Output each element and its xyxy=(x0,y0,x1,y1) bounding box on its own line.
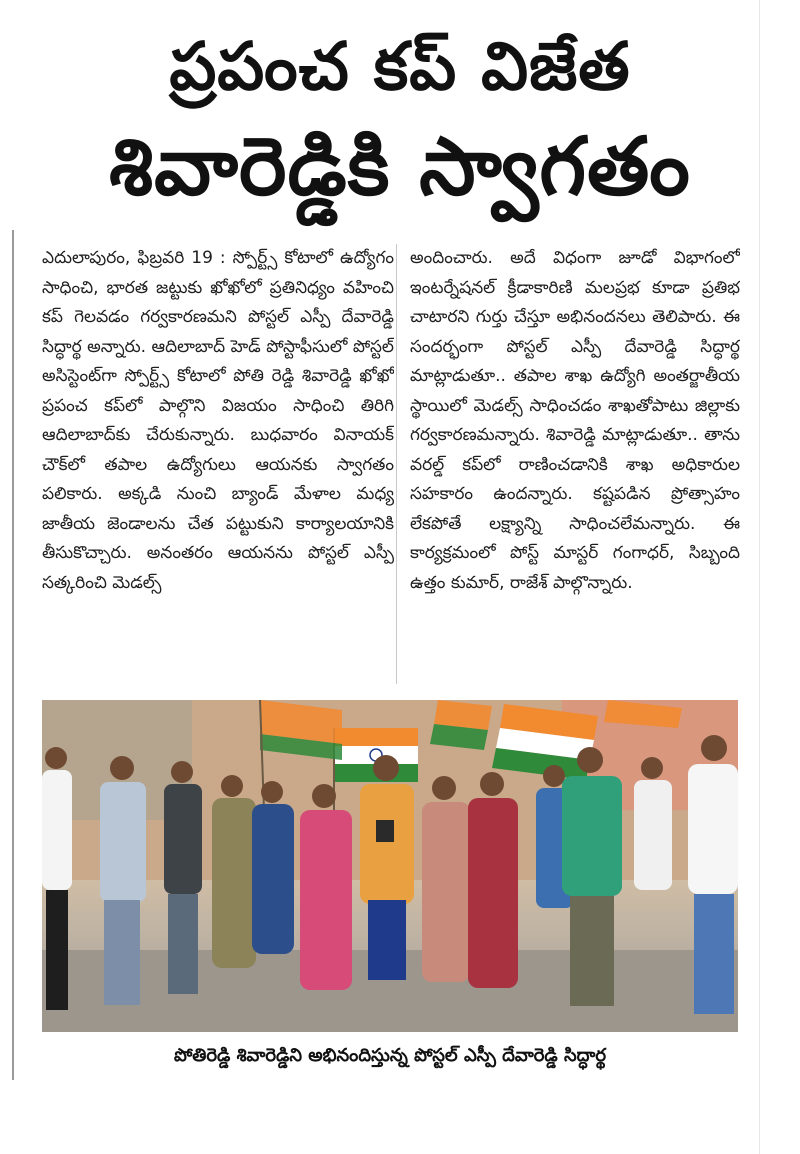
news-photo xyxy=(42,700,738,1032)
page-border xyxy=(12,230,14,1080)
person-13 xyxy=(688,735,738,1014)
person-1 xyxy=(42,747,72,1010)
headline-line-2: శివారెడ్డికి స్వాగతం xyxy=(109,120,691,213)
person-2 xyxy=(100,756,146,1005)
photo-caption: పోతిరెడ్డి శివారెడ్డిని అభినందిస్తున్న పోస్టల్ ఎస్పీ దేవారెడ్డి సిద్ధార్థ xyxy=(173,1045,607,1066)
person-4 xyxy=(212,775,256,968)
article-column-right: అందించారు. అదే విధంగా జూడో విభాగంలో ఇంటర్నేషనల్ క్రీడాకారిణి మలప్రభ కూడా ప్రతిభ చాటారని గుర్తు చేస్తూ అభినందనలు తెలిపారు. ఈ సందర్భంగా పోస్టల్ ఎస్పీ దేవారెడ్డి సిద్ధార్థ మాట్లాడుతూ.. తపాల శాఖ ఉద్యోగి అంతర్జాతీయ స్థాయిలో మెడల్స్ సాధించడం శాఖతోపాటు జిల్లాకు గర్వకారణమన్నారు. శివారెడ్డి మాట్లాడుతూ.. తాను వరల్డ్ కప్‌లో రాణించడానికి శాఖ అధికారుల సహకారం ఉందన్నారు. కష్టపడిన ప్రోత్సాహం లేకపోతే లక్ష్యాన్ని సాధించలేమన్నారు. ఈ కార్యక్రమంలో పోస్ట్ మాస్టర్ గంగాధర్, సిబ్బంది ఉత్తం కుమార్, రాజేశ్ పాల్గొన్నారు. xyxy=(410,248,740,593)
headline-line-1: ప్రపంచ కప్ విజేత xyxy=(169,28,631,105)
person-3 xyxy=(164,761,202,994)
person-8 xyxy=(422,776,470,982)
article-column-left: ఎదులాపురం, ఫిబ్రవరి 19 : స్పోర్ట్స్ కోటాలో ఉద్యోగం సాధించి, భారత జట్టుకు ఖోఖోలో ప్రతినిధ్యం వహించి కప్ గెలవడం గర్వకారణమని పోస్టల్ ఎస్పీ దేవారెడ్డి సిద్ధార్థ అన్నారు. ఆదిలాబాద్ హెడ్ పోస్టాఫీసులో పోస్టల్ అసిస్టెంట్‌గా స్పోర్ట్స్ కోటాలో పోతి రెడ్డి శివారెడ్డి ఖోఖో ప్రపంచ కప్‌లో పాల్గొని విజయం సాధించి తిరిగి ఆదిలాబాద్‌కు చేరుకున్నారు. బుధవారం వినాయక్ చౌక్‌లో తపాల ఉద్యోగులు ఆయనకు స్వాగతం పలికారు. అక్కడి నుంచి బ్యాండ్ మేళాల మధ్య జాతీయ జెండాలను చేత పట్టుకుని కార్యాలయానికి తీసుకొచ్చారు. అనంతరం ఆయనను పోస్టల్ ఎస్పీ సత్కరించి మెడల్స్ xyxy=(42,248,394,593)
group-photo-illustration xyxy=(42,700,738,1032)
person-7-honoree xyxy=(360,755,414,980)
person-6 xyxy=(300,784,352,990)
person-9 xyxy=(468,772,518,988)
person-11 xyxy=(562,747,622,1006)
person-5 xyxy=(252,781,294,954)
column-divider xyxy=(396,244,397,684)
